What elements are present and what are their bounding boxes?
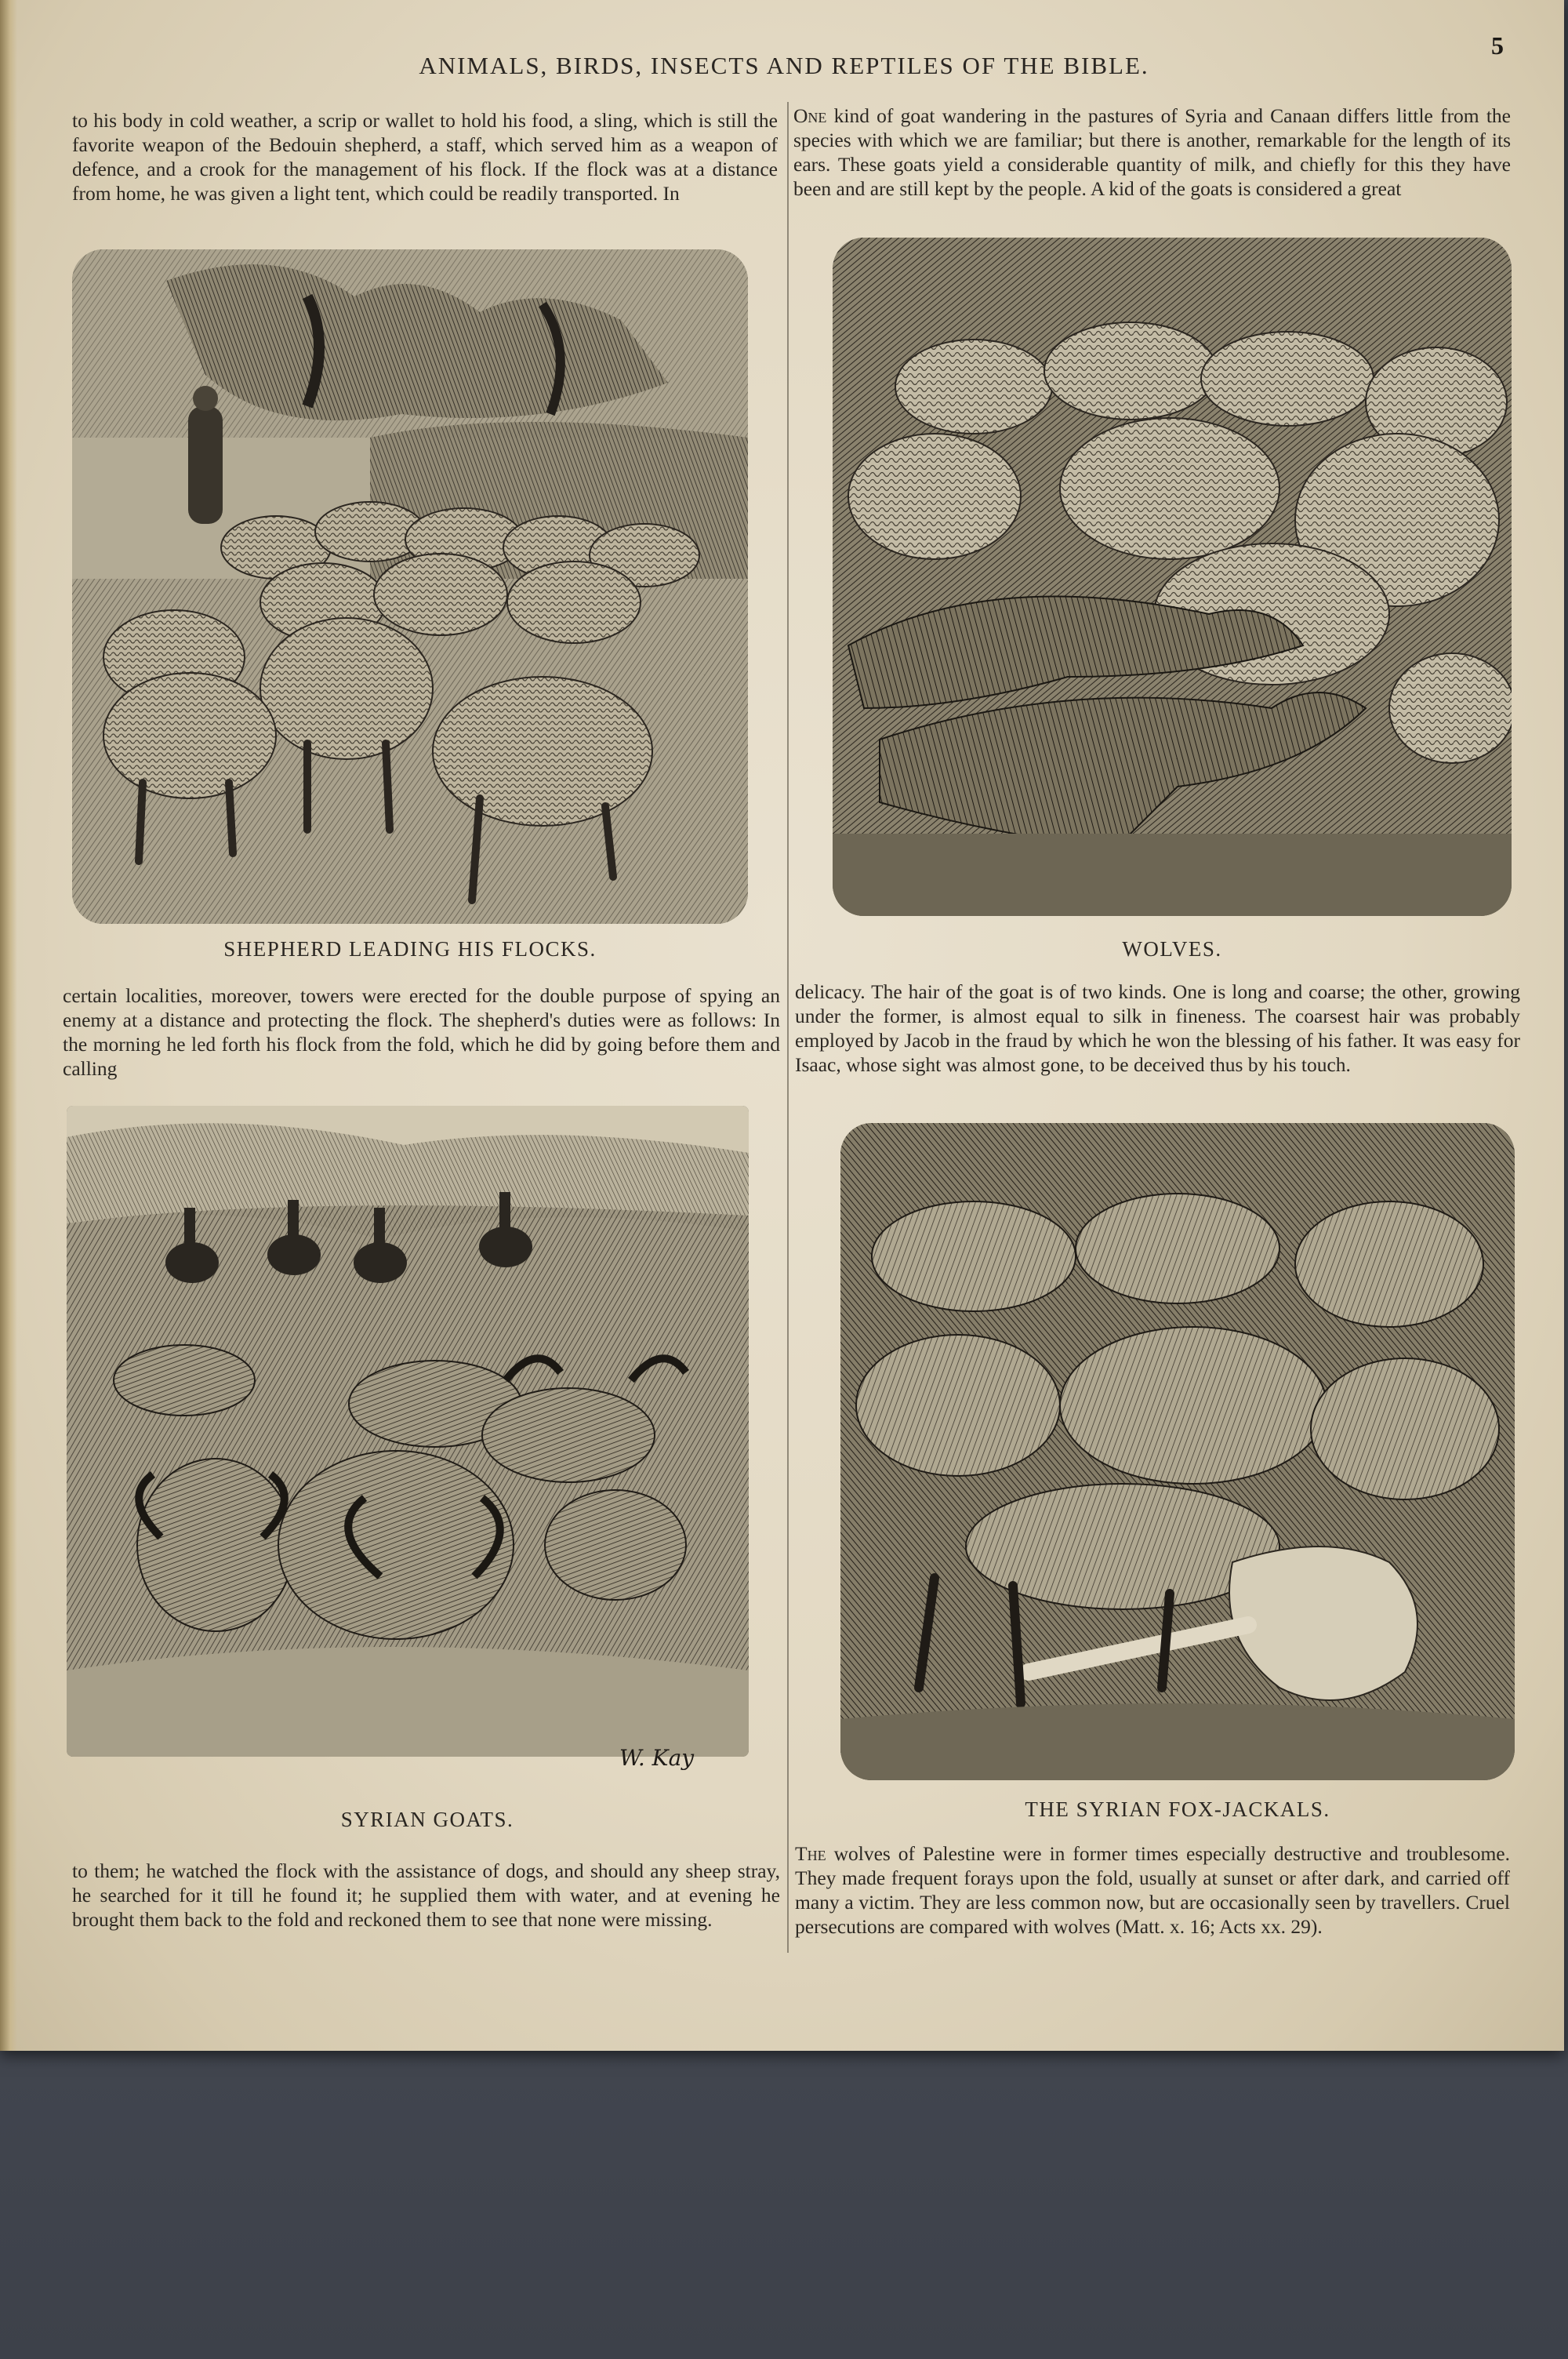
right-top-body: kind of goat wandering in the pastures of Syria and Canaan differs little from the species with which we are familiar; but there is another, remarkable for the length of its ears. These goats yield a considerable quantity of milk, and chiefly for this they have been and are still kept by the people. A kid of the goats is considered a great [793, 104, 1511, 200]
right-bottom-paragraph [795, 1841, 1510, 1939]
running-head: ANIMALS, BIRDS, INSECTS AND REPTILES OF THE BIBLE. [419, 52, 1149, 79]
right-bottom-body: wolves of Palestine were in former times especially destructive and troublesome. They made frequent forays upon the fold, usually at sunset or after dark, and carried off many a victim. They are less common now, but are occasionally seen by travellers. Cruel persecutions are compared with wolves (Matt. x. 16; Acts xx. 29). [795, 1842, 1510, 1938]
wolves-illustration [833, 238, 1512, 916]
left-middle-paragraph: certain localities, moreover, towers were erected for the double purpose of spying an enemy at a distance and protecting the flock. The shepherd's duties were as follows: In the morning he led forth his flock from the fold, which he did by going before them and calling [63, 984, 780, 1080]
left-top-paragraph: to his body in cold weather, a scrip or wallet to hold his food, a sling, which is still the favorite weapon of the Bedouin shepherd, a staff, which served him as a weapon of defence, and a crook for the management of his flock. If the flock was at a distance from home, he was given a light tent, which could be readily transported. In [72, 109, 778, 205]
jackals-illustration [840, 1123, 1515, 1780]
engraver-signature: W. Kay [619, 1745, 695, 1771]
right-top-lead-word: One [793, 104, 827, 127]
goats-caption: SYRIAN GOATS. [340, 1808, 514, 1831]
wolves-caption: WOLVES. [1122, 937, 1222, 961]
right-bottom-lead-word: The [795, 1842, 826, 1865]
right-top-paragraph [793, 104, 1511, 201]
column-divider [787, 102, 789, 1953]
goats-illustration [67, 1106, 749, 1757]
jackals-caption: THE SYRIAN FOX-JACKALS. [1025, 1797, 1330, 1821]
left-bottom-paragraph: to them; he watched the flock with the assistance of dogs, and should any sheep stray, he searched for it till he found it; he supplied them with water, and at evening he brought them back to the fold and reckoned them to see that none were missing. [72, 1859, 780, 1931]
shepherd-illustration [72, 249, 748, 924]
shepherd-caption: SHEPHERD LEADING HIS FLOCKS. [223, 937, 597, 961]
page-number: 5 [1491, 31, 1504, 60]
page-binding-edge [0, 0, 17, 2051]
right-middle-paragraph: delicacy. The hair of the goat is of two kinds. One is long and coarse; the other, growing under the former, is almost equal to silk in fineness. The coarsest hair was probably employed by Jacob in the fraud by which he won the blessing of his father. It was easy for Isaac, whose sight was almost gone, to be deceived thus by his touch. [795, 980, 1520, 1076]
